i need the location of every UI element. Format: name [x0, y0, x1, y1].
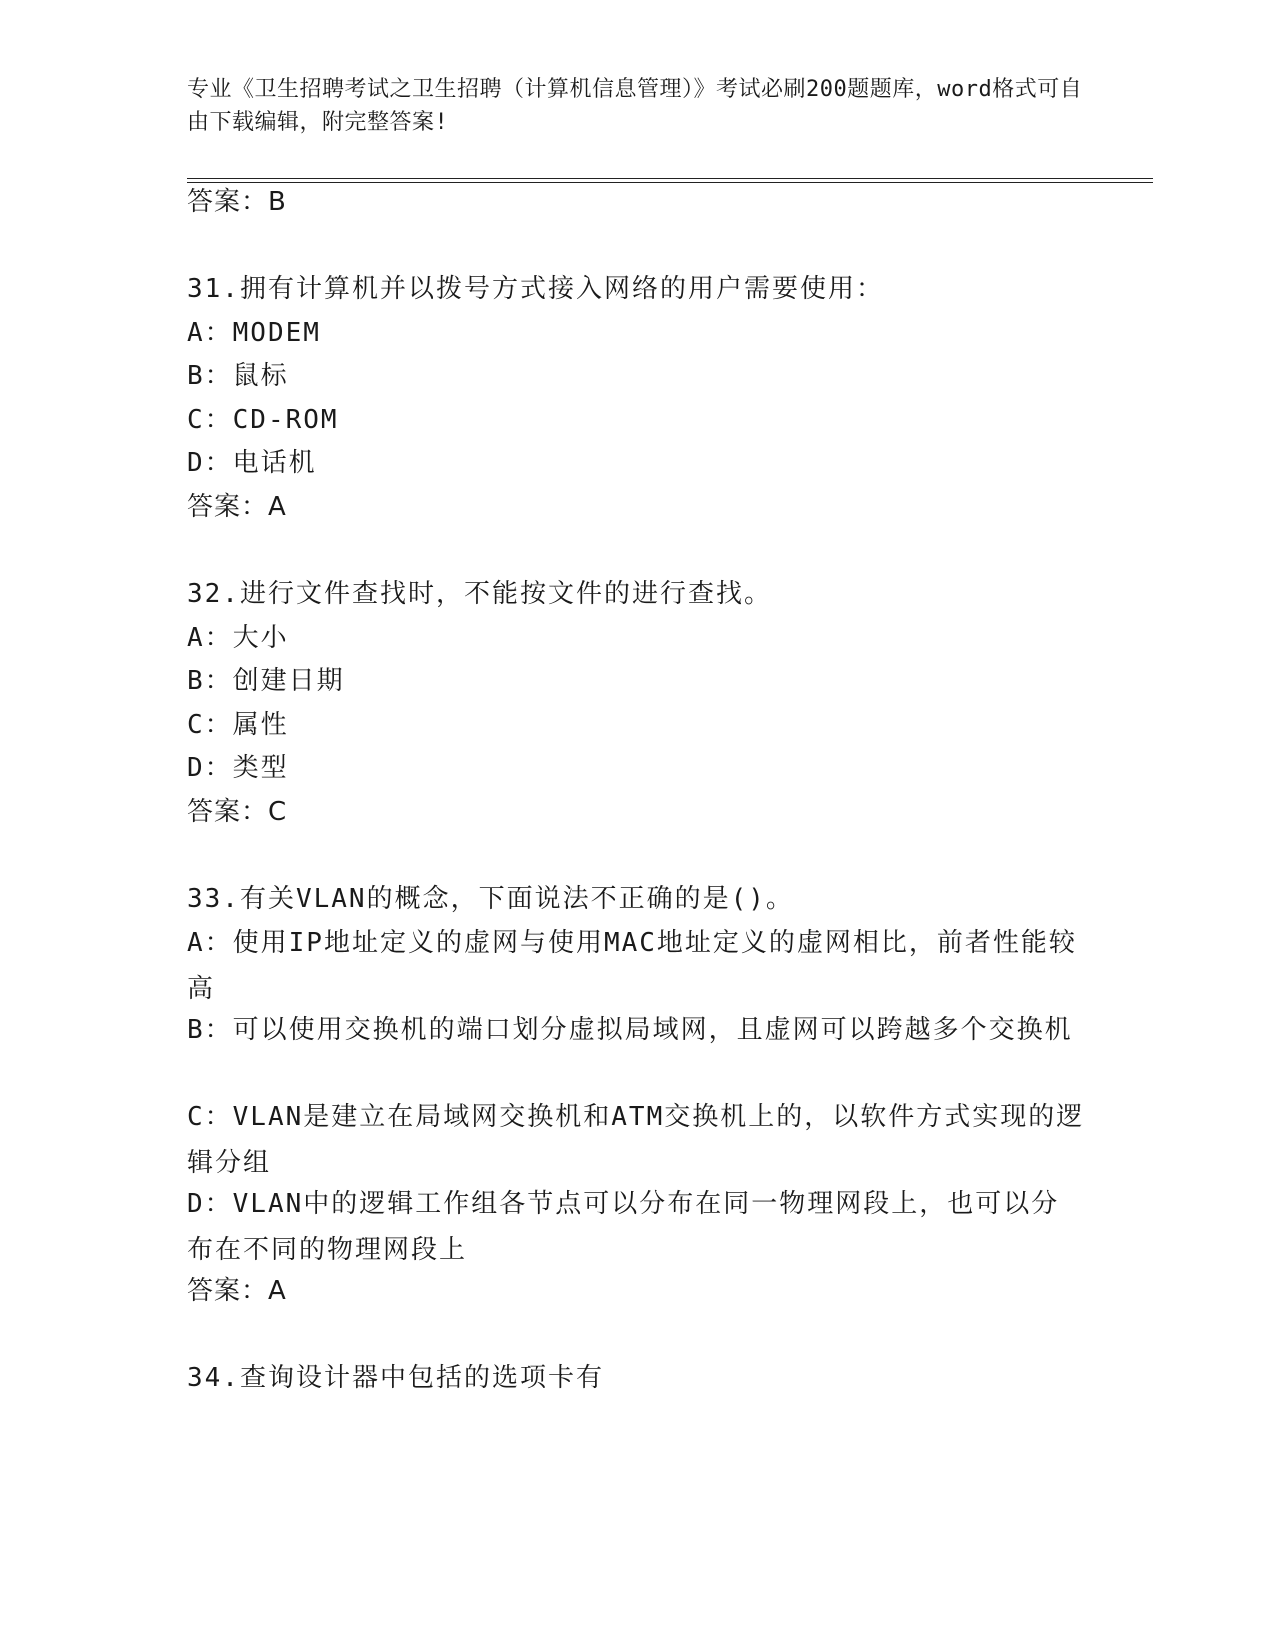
question-33-option-b: B：可以使用交换机的端口划分虚拟局域网，且虚网可以跨越多个交换机 [187, 1015, 1073, 1045]
question-34-stem: 34.查询设计器中包括的选项卡有 [187, 1363, 604, 1393]
question-32-option-d: D：类型 [187, 753, 289, 783]
header-text: 专业《卫生招聘考试之卫生招聘（计算机信息管理）》考试必刷200题题库，word格式可自由下载编辑，附完整答案! [187, 77, 1083, 135]
question-33-option-c: C：VLAN是建立在局域网交换机和ATM交换机上的，以软件方式实现的逻辑分组 [187, 1102, 1085, 1178]
question-33-option-d: D：VLAN中的逻辑工作组各节点可以分布在同一物理网段上，也可以分布在不同的物理网段上 [187, 1189, 1060, 1265]
question-32-answer: 答案：C [187, 797, 288, 827]
question-31-option-d: D：电话机 [187, 448, 317, 478]
question-32-option-b: B：创建日期 [187, 666, 345, 696]
header-divider [187, 178, 1153, 183]
question-32-option-c: C：属性 [187, 710, 289, 740]
question-31-answer: 答案：A [187, 492, 287, 522]
question-32-stem: 32.进行文件查找时，不能按文件的进行查找。 [187, 579, 772, 609]
question-31-stem: 31.拥有计算机并以拨号方式接入网络的用户需要使用： [187, 274, 884, 304]
question-31-option-c: C：CD-ROM [187, 405, 339, 435]
question-33-option-a: A：使用IP地址定义的虚网与使用MAC地址定义的虚网相比，前者性能较高 [187, 928, 1077, 1004]
question-32-option-a: A：大小 [187, 623, 289, 653]
previous-answer: 答案：B [187, 187, 287, 217]
question-33-answer: 答案：A [187, 1276, 287, 1306]
question-31-option-a: A：MODEM [187, 318, 321, 348]
question-31-option-b: B：鼠标 [187, 361, 289, 391]
question-33-stem: 33.有关VLAN的概念，下面说法不正确的是()。 [187, 884, 794, 914]
